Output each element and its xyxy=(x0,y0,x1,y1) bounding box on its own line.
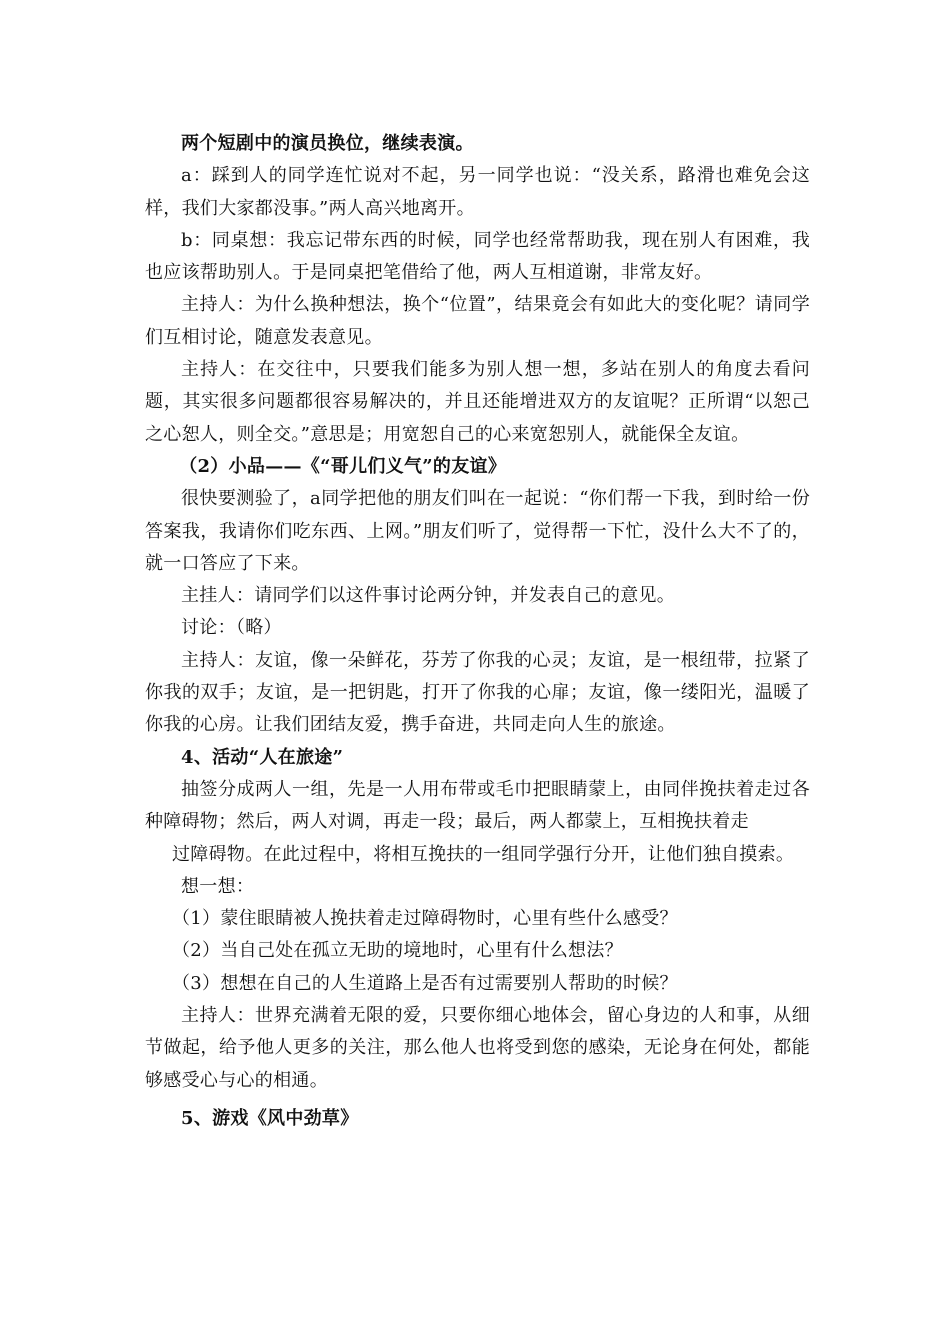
paragraph-host-summary: 主持人：在交往中，只要我们能多为别人想一想，多站在别人的角度去看问题，其实很多问题都很容易解决的，并且还能增进双方的友谊呢？正所谓“以恕己之心恕人，则全交。”意思是；用宽恕自己的心来宽恕别人，就能保全友谊。 xyxy=(145,359,810,445)
paragraph-host-love: 主持人：世界充满着无限的爱，只要你细心地体会，留心身边的人和事，从细节做起，给予他人更多的关注，那么他人也将受到您的感染，无论身在何处，都能够感受心与心的相通。 xyxy=(145,1005,810,1091)
paragraph-host-friendship: 主持人：友谊，像一朵鲜花，芬芳了你我的心灵；友谊，是一根纽带，拉紧了你我的双手；友谊，是一把钥匙，打开了你我的心扉；友谊，像一缕阳光，温暖了你我的心房。让我们团结友爱，携手奋进，共同走向人生的旅途。 xyxy=(145,649,810,736)
activity-rules-part1: 抽签分成两人一组，先是一人用布带或毛巾把眼睛蒙上，由同伴挽扶着走过各种障碍物；然后，两人对调，再走一段；最后，两人都蒙上，互相挽扶着走 xyxy=(145,778,810,833)
document-page xyxy=(145,128,810,1135)
section-heading-game: 5、游戏《风中劲草》 xyxy=(181,1107,359,1129)
paragraph-scene-a: a：踩到人的同学连忙说对不起，另一同学也说：“没关系，路滑也难免会这样，我们大家都没事。”两人高兴地离开。 xyxy=(145,165,810,219)
question-2: （2）当自己处在孤立无助的境地时，心里有什么想法？ xyxy=(172,940,623,962)
paragraph-host-question: 主持人：为什么换种想法，换个“位置”，结果竟会有如此大的变化呢？请同学们互相讨论，随意发表意见。 xyxy=(145,294,810,348)
paragraph-think: 想一想： xyxy=(181,875,255,897)
paragraph-skit-story: 很快要测验了，a同学把他的朋友们叫在一起说：“你们帮一下我，到时给一份答案我，我请你们吃东西、上网。”朋友们听了，觉得帮一下忙，没什么大不了的，就一口答应了下来。 xyxy=(145,488,810,574)
paragraph-discussion: 讨论：（略） xyxy=(181,617,282,639)
question-3: （3）想想在自己的人生道路上是否有过需要别人帮助的时候？ xyxy=(172,972,678,994)
paragraph-activity-rules xyxy=(145,774,810,871)
question-1: （1）蒙住眼睛被人挽扶着走过障碍物时，心里有些什么感受？ xyxy=(172,908,678,930)
activity-rules-part2: 过障碍物。在此过程中，将相互挽扶的一组同学强行分开，让他们独自摸索。 xyxy=(172,843,795,865)
section-heading-activity: 4、活动“人在旅途” xyxy=(181,746,344,768)
paragraph-actor-swap: 两个短剧中的演员换位，继续表演。 xyxy=(181,133,474,154)
paragraph-scene-b: b：同桌想：我忘记带东西的时候，同学也经常帮助我，现在别人有困难，我也应该帮助别人。于是同桌把笔借给了他，两人互相道谢，非常友好。 xyxy=(145,229,810,284)
section-heading-skit: （2）小品——《“哥儿们义气”的友谊》 xyxy=(179,455,507,477)
paragraph-host-discuss: 主挂人：请同学们以这件事讨论两分钟，并发表自己的意见。 xyxy=(181,585,676,607)
